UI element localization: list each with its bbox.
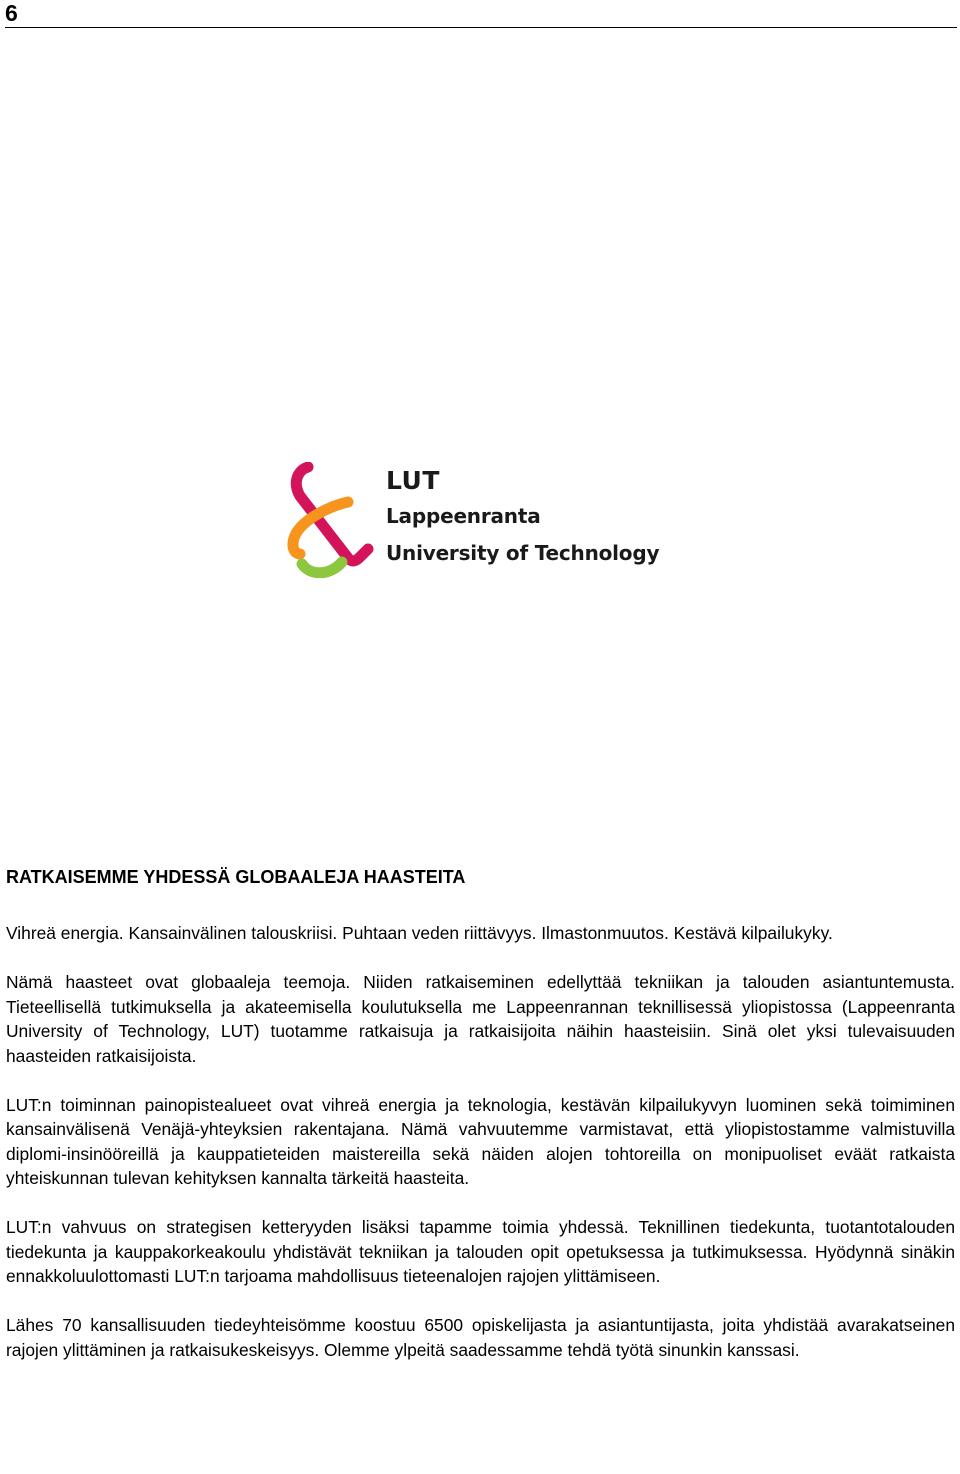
- logo-magenta-stroke: [296, 467, 368, 561]
- paragraph-5: Lähes 70 kansallisuuden tiedeyhteisömme koostuu 6500 opiskelijasta ja asiantuntijasta, joita yhdistää avarakatseinen rajojen ylittäminen ja ratkaisukeskeisyys. Olemme ylpeitä saadessamme tehdä työtä sinunkin kanssasi.: [6, 1315, 955, 1360]
- header-rule: [5, 27, 957, 28]
- page-number: 6: [5, 0, 18, 26]
- logo-line-2: University of Technology: [386, 541, 660, 565]
- paragraph-3: LUT:n toiminnan painopistealueet ovat vihreä energia ja teknologia, kestävän kilpailukyvyn luominen sekä toimiminen kansainvälisenä Venäjä-yhteyksien rakentajana. Nämä vahvuutemme varmistavat, että yliopistostamme valmistuvilla diplomi-insinööreillä ja kauppatieteiden maistereilla sekä näiden alojen tohtoreilla on monipuoliset eväät ratkaista yhteiskunnan tulevan kehityksen kannalta tärkeitä haasteita.: [6, 1094, 955, 1188]
- document-body: [6, 864, 955, 1387]
- ampersand-logo-icon: [286, 462, 376, 578]
- paragraph-4: LUT:n vahvuus on strategisen ketteryyden lisäksi tapamme toimia yhdessä. Teknillinen tiedekunta, tuotantotalouden tiedekunta ja kauppakorkeakoulu yhdistävät tekniikan ja talouden opit opetuksessa ja tutkimuksessa. Hyödynnä sinäkin ennakkoluulottomasti LUT:n tarjoama mahdollisuus tieteenalojen rajojen ylittämiseen.: [6, 1217, 955, 1286]
- section-heading: RATKAISEMME YHDESSÄ GLOBAALEJA HAASTEITA: [6, 867, 466, 887]
- logo-wordmark: [386, 464, 659, 572]
- logo-line-1: Lappeenranta: [386, 504, 541, 528]
- paragraph-1: Vihreä energia. Kansainvälinen talouskriisi. Puhtaan veden riittävyys. Ilmastonmuutos. Kestävä kilpailukyky.: [6, 923, 833, 943]
- logo-green-stroke: [302, 562, 342, 573]
- logo-lut: LUT: [386, 466, 440, 495]
- lut-logo: [286, 462, 676, 578]
- paragraph-2: Nämä haasteet ovat globaaleja teemoja. Niiden ratkaiseminen edellyttää tekniikan ja talouden asiantuntemusta. Tieteellisellä tutkimuksella ja akateemisella koulutuksella me Lappeenrannan teknillisessä yliopistossa (Lappeenranta University of Technology, LUT) tuotamme ratkaisuja ja ratkaisijoita näihin haasteisiin. Sinä olet yksi tulevaisuuden haasteiden ratkaisijoista.: [6, 972, 955, 1066]
